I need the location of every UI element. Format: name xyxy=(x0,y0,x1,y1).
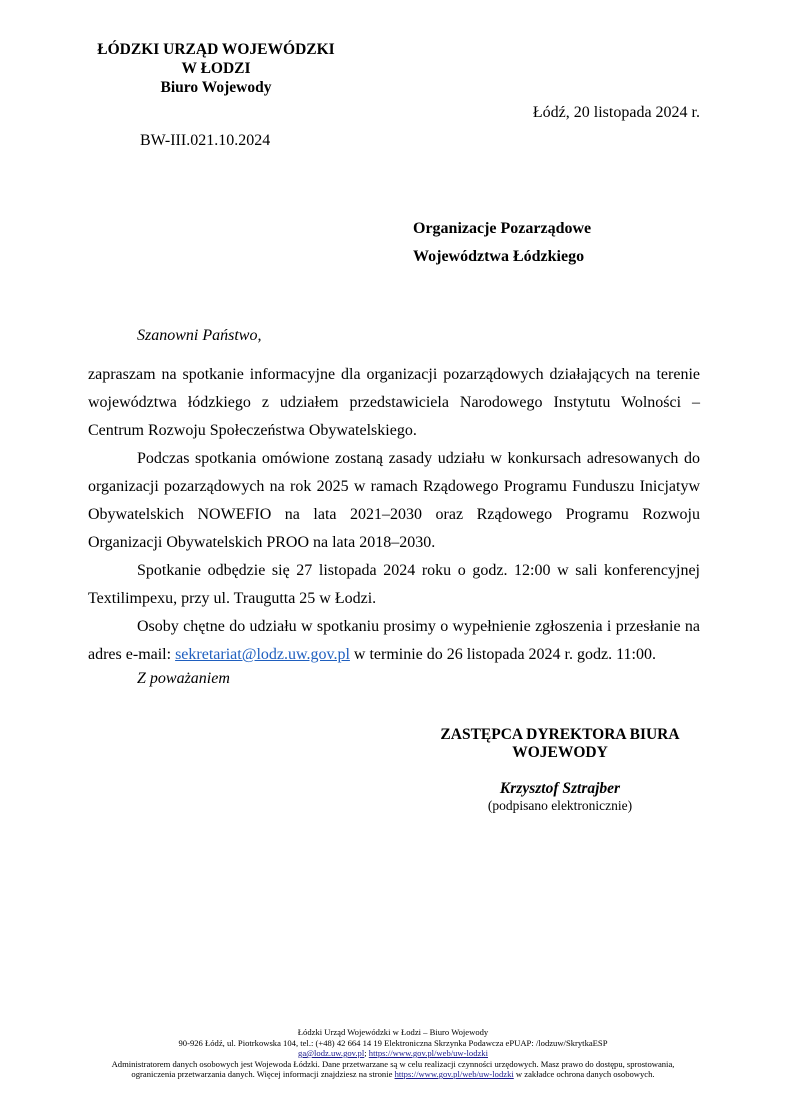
signatory-title-line-1: ZASTĘPCA DYREKTORA BIURA xyxy=(440,726,680,743)
signature-block xyxy=(420,726,700,814)
recipient-line-2: Województwa Łódzkiego xyxy=(413,248,585,265)
paragraph-4-text-after: w terminie do 26 listopada 2024 r. godz. 11:00. xyxy=(349,646,656,663)
letter-date: Łódź, 20 listopada 2024 r. xyxy=(532,104,700,121)
footer-links xyxy=(100,1048,686,1059)
footer-separator: ; xyxy=(364,1048,369,1058)
recipient-line-1: Organizacje Pozarządowe xyxy=(413,220,592,237)
recipient-block xyxy=(413,215,591,271)
letterhead xyxy=(80,40,352,97)
footer-address: 90-926 Łódź, ul. Piotrkowska 104, tel.: (+48) 42 664 14 19 Elektroniczna Skrzynka Podawcza ePUAP: /lodzuw/SkrytkaESP xyxy=(178,1037,608,1048)
privacy-text-before: Administratorem danych osobowych jest Wojewoda Łódzki. Dane przetwarzane są w celu realizacji czynności urzędowych. Masz prawo do dostępu, sprostowania, ograniczenia przetwarzania danych. Więcej informacji znajdziesz na stronie xyxy=(111,1058,675,1079)
email-link[interactable]: sekretariat@lodz.uw.gov.pl xyxy=(175,646,350,663)
reference-number: BW-III.021.10.2024 xyxy=(140,132,271,149)
letterhead-department: Biuro Wojewody xyxy=(160,79,272,96)
footer-office: Łódzki Urząd Wojewódzki w Łodzi – Biuro Wojewody xyxy=(297,1027,489,1037)
salutation: Szanowni Państwo, xyxy=(137,327,262,344)
footer-email-link[interactable]: ga@lodz.uw.gov.pl xyxy=(298,1048,365,1058)
privacy-text-after: w zakładce ochrona danych osobowych. xyxy=(513,1069,655,1079)
signatory-name: Krzysztof Sztrajber xyxy=(499,780,621,797)
signatory-title-line-2: WOJEWODY xyxy=(512,744,608,761)
closing: Z poważaniem xyxy=(137,670,230,687)
paragraph-4-text-before: Osoby chętne do udziału w spotkaniu prosimy o wypełnienie zgłoszenia i przesłanie na adres e-mail: xyxy=(88,618,700,663)
footer xyxy=(100,1027,686,1080)
letter-body xyxy=(88,361,700,669)
body-paragraph-2: Podczas spotkania omówione zostaną zasady udziału w konkursach adresowanych do organizacji pozarządowych na rok 2025 w ramach Rządowego Programu Funduszu Inicjatyw Obywatelskich NOWEFIO na lata 2021–2030 oraz Rządowego Programu Rozwoju Organizacji Obywatelskich PROO na lata 2018–2030. xyxy=(88,450,700,551)
footer-website-link[interactable]: https://www.gov.pl/web/uw-lodzki xyxy=(368,1048,488,1058)
signature-note: (podpisano elektronicznie) xyxy=(487,798,633,813)
letterhead-office: ŁÓDZKI URZĄD WOJEWÓDZKI xyxy=(97,41,335,58)
letterhead-city: W ŁODZI xyxy=(181,60,251,77)
body-paragraph-4 xyxy=(88,613,700,669)
footer-privacy xyxy=(100,1059,686,1080)
body-paragraph-3: Spotkanie odbędzie się 27 listopada 2024 roku o godz. 12:00 w sali konferencyjnej Textilimpexu, przy ul. Traugutta 25 w Łodzi. xyxy=(88,562,700,607)
privacy-link[interactable]: https://www.gov.pl/web/uw-lodzki xyxy=(394,1069,514,1079)
body-paragraph-1: zapraszam na spotkanie informacyjne dla organizacji pozarządowych działających na terenie województwa łódzkiego z udziałem przedstawiciela Narodowego Instytutu Wolności – Centrum Rozwoju Społeczeństwa Obywatelskiego. xyxy=(88,366,700,439)
